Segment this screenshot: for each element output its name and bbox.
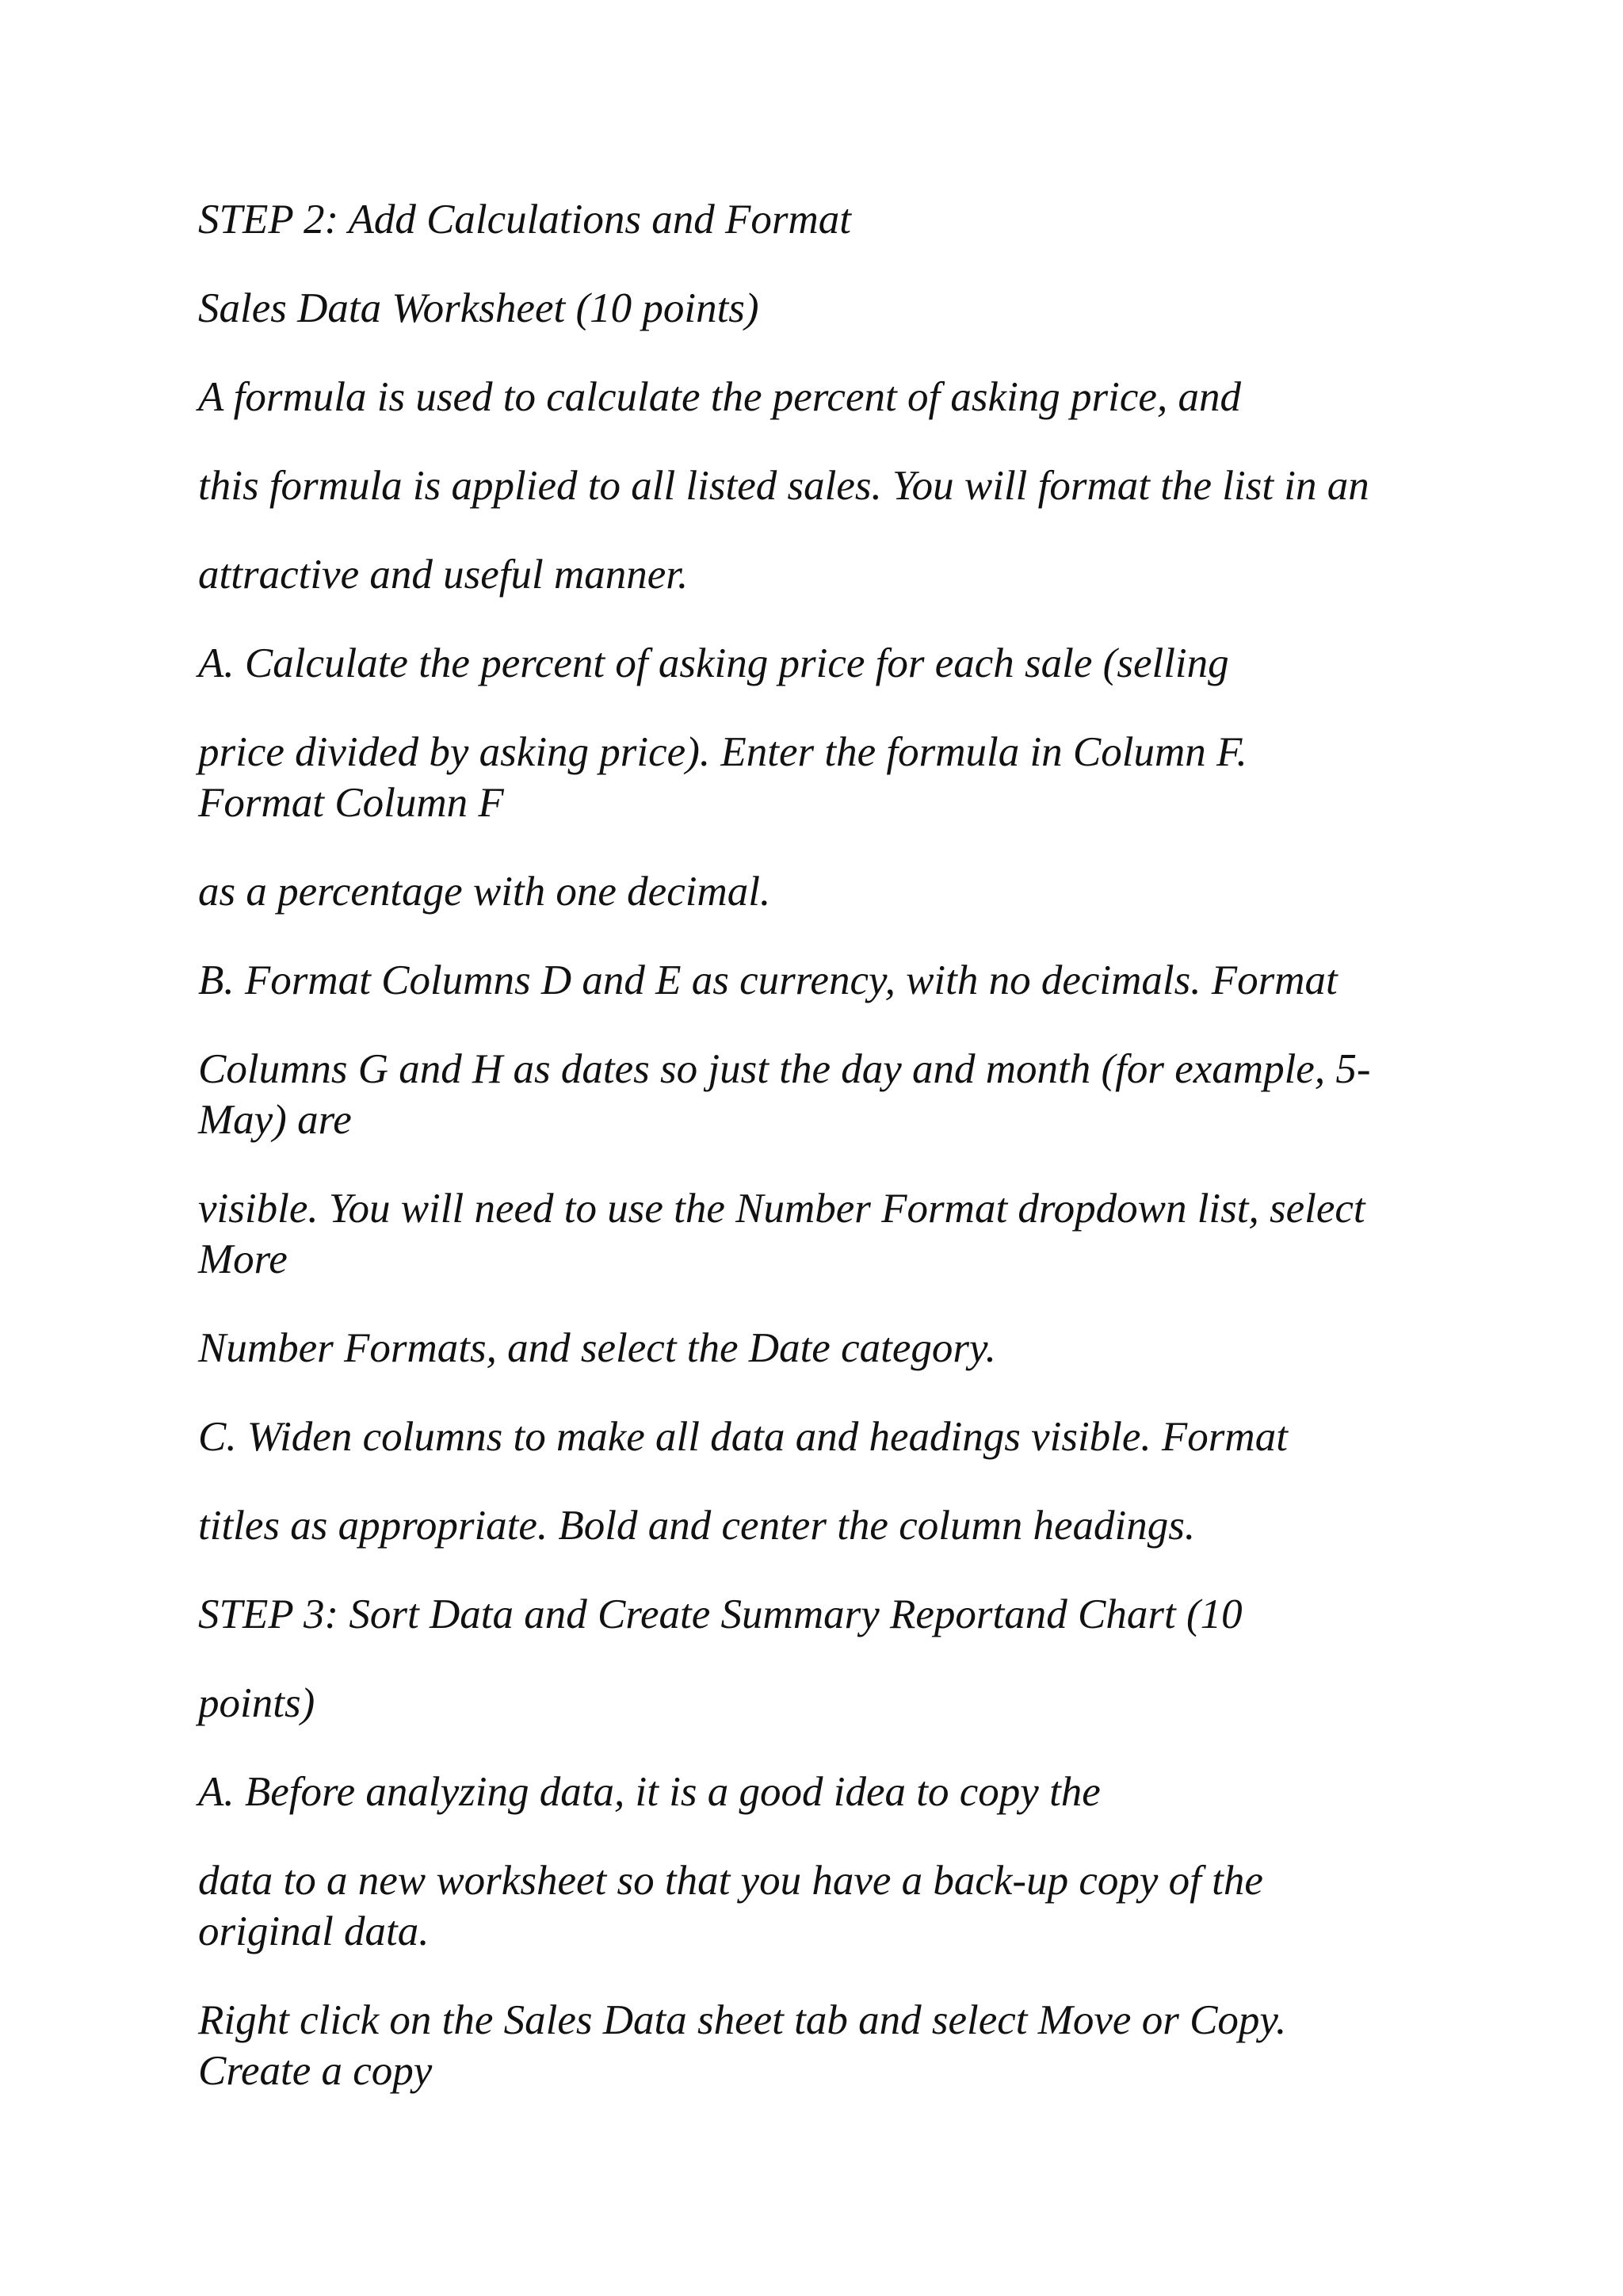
text-line: STEP 2: Add Calculations and Format bbox=[198, 197, 851, 243]
text-line: A formula is used to calculate the percent of asking price, and bbox=[198, 374, 1241, 420]
instruction-c bbox=[198, 1412, 1458, 1462]
text-line: Columns G and H as dates so just the day and month (for example, 5- bbox=[198, 1046, 1371, 1092]
step2-heading bbox=[198, 194, 1458, 245]
text-line: More bbox=[198, 1236, 288, 1282]
text-line: C. Widen columns to make all data and headings visible. Format bbox=[198, 1414, 1288, 1460]
worksheet-subheading bbox=[198, 283, 1458, 334]
paragraph bbox=[198, 1995, 1458, 2096]
paragraph bbox=[198, 1500, 1458, 1551]
text-line: Format Column F bbox=[198, 780, 504, 826]
paragraph bbox=[198, 549, 1458, 600]
text-line: titles as appropriate. Bold and center the column headings. bbox=[198, 1503, 1196, 1549]
paragraph bbox=[198, 727, 1458, 828]
text-line: Right click on the Sales Data sheet tab and select Move or Copy. bbox=[198, 1997, 1287, 2043]
text-line: B. Format Columns D and E as currency, with no decimals. Format bbox=[198, 957, 1338, 1003]
text-line: Number Formats, and select the Date category. bbox=[198, 1325, 996, 1371]
paragraph bbox=[198, 372, 1458, 422]
paragraph bbox=[198, 1678, 1458, 1729]
text-line: visible. You will need to use the Number Format dropdown list, select bbox=[198, 1186, 1365, 1232]
instruction-a bbox=[198, 638, 1458, 689]
text-line: A. Calculate the percent of asking price for each sale (selling bbox=[198, 640, 1229, 686]
paragraph bbox=[198, 460, 1458, 511]
paragraph bbox=[198, 1323, 1458, 1373]
text-line: attractive and useful manner. bbox=[198, 552, 689, 598]
text-line: STEP 3: Sort Data and Create Summary Reportand Chart (10 bbox=[198, 1591, 1243, 1637]
instruction-b bbox=[198, 955, 1458, 1006]
text-line: price divided by asking price). Enter the formula in Column F. bbox=[198, 729, 1247, 775]
text-line: A. Before analyzing data, it is a good idea to copy the bbox=[198, 1769, 1101, 1815]
text-line: May) are bbox=[198, 1097, 352, 1143]
text-line: Create a copy bbox=[198, 2048, 433, 2094]
instruction-a bbox=[198, 1767, 1458, 1817]
step3-heading bbox=[198, 1589, 1458, 1640]
paragraph bbox=[198, 1183, 1458, 1285]
text-line: points) bbox=[198, 1680, 315, 1726]
paragraph bbox=[198, 866, 1458, 917]
text-line: data to a new worksheet so that you have a back-up copy of the bbox=[198, 1858, 1263, 1904]
text-line: this formula is applied to all listed sales. You will format the list in an bbox=[198, 463, 1369, 509]
paragraph bbox=[198, 1044, 1458, 1145]
text-line: as a percentage with one decimal. bbox=[198, 869, 771, 915]
text-line: Sales Data Worksheet (10 points) bbox=[198, 285, 759, 331]
text-line: original data. bbox=[198, 1908, 430, 1954]
paragraph bbox=[198, 1855, 1458, 1957]
